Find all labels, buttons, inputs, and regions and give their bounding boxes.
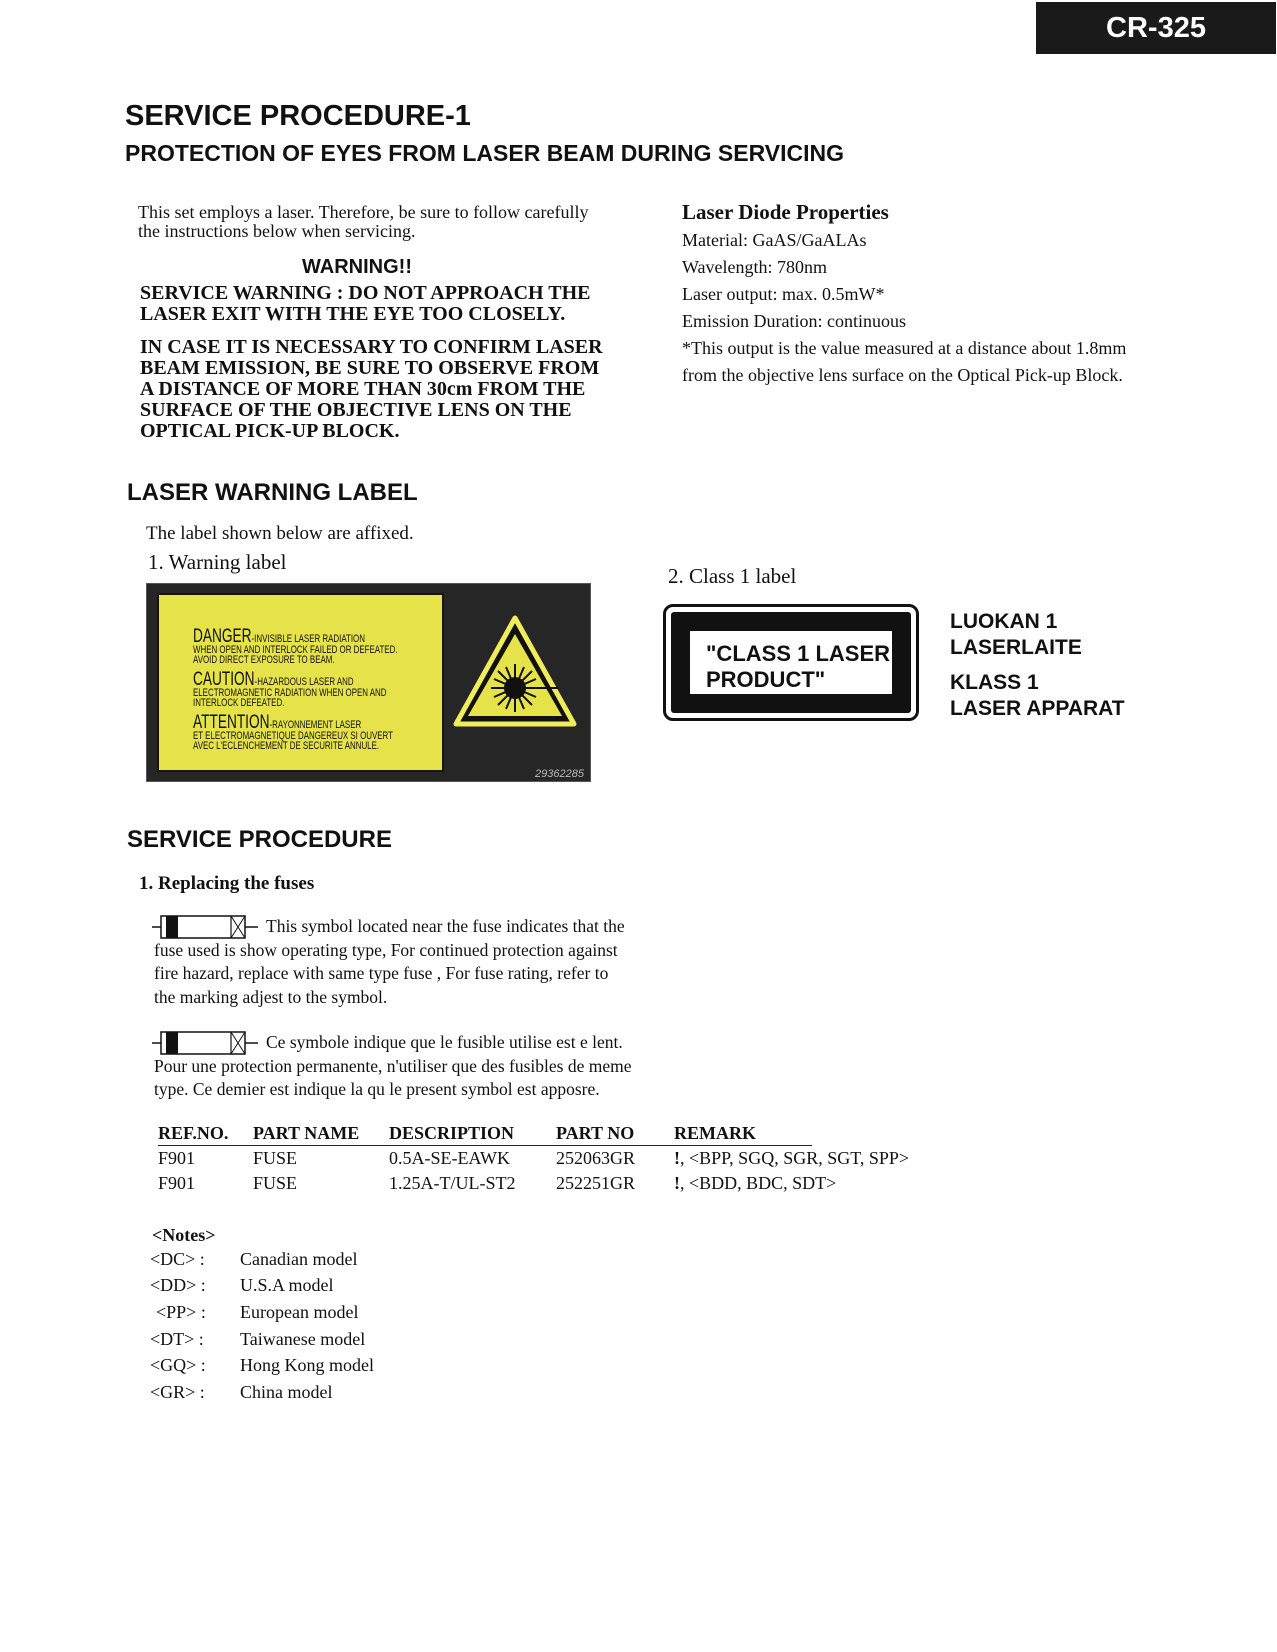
caution-detail: ELECTROMAGNETIC RADIATION WHEN OPEN AND [193, 687, 387, 699]
ref-no-cell: F901 [158, 1148, 196, 1168]
confirm-emission-warning-text [140, 337, 603, 442]
property-line: Material: GaAS/GaALAs [682, 230, 867, 250]
service-warning-text [140, 283, 590, 325]
note-description: European model [240, 1301, 359, 1322]
fuse-text-line: fire hazard, replace with same type fuse , For fuse rating, refer to [154, 963, 609, 983]
attention-detail: ET ELECTROMAGNETIQUE DANGEREUX SI OUVERT [193, 730, 393, 742]
warning-line: SURFACE OF THE OBJECTIVE LENS ON THE [140, 399, 572, 421]
attention-detail: AVEC L'ECLENCHEMENT DE SECURITE ANNULE. [193, 740, 380, 752]
note-description: U.S.A model [240, 1275, 334, 1296]
property-line: Wavelength: 780nm [682, 257, 828, 277]
fuse-text-line: This symbol located near the fuse indicates that the [266, 916, 625, 936]
note-code: <DD> : [150, 1275, 206, 1296]
note-description: Canadian model [240, 1248, 358, 1269]
ref-no-cell: F901 [158, 1173, 196, 1193]
note-code: <DC> : [150, 1248, 205, 1269]
swedish-line: KLASS 1 [950, 671, 1039, 694]
warning-label-image [147, 584, 590, 781]
column-header: PART NAME [253, 1123, 360, 1143]
class1-line: "CLASS 1 LASER [706, 641, 891, 666]
part-no-cell: 252251GR [556, 1173, 636, 1193]
replacing-fuses-step: 1. Replacing the fuses [139, 873, 315, 894]
warning-label-text-panel [157, 593, 444, 772]
note-description: Hong Kong model [240, 1355, 374, 1376]
table-row [158, 1146, 934, 1171]
safety-mark: ! [674, 1148, 680, 1168]
attention-line: ATTENTION-RAYONNEMENT LASER [193, 712, 362, 733]
laser-diode-properties [682, 227, 1126, 389]
warning-line: BEAM EMISSION, BE SURE TO OBSERVE FROM [140, 357, 600, 379]
warning-label-caption: 1. Warning label [148, 550, 287, 574]
list-item [150, 1379, 374, 1406]
list-item [150, 1326, 374, 1353]
table-row [158, 1171, 934, 1196]
laser-diode-title: Laser Diode Properties [682, 200, 889, 224]
part-name-cell: FUSE [253, 1173, 298, 1193]
part-no-cell: 252063GR [556, 1148, 636, 1168]
property-line: Emission Duration: continuous [682, 311, 906, 331]
class1-label-border [671, 612, 911, 713]
fuse-text-line: Pour une protection permanente, n'utiliser que des fusibles de meme [154, 1055, 632, 1076]
page-title: SERVICE PROCEDURE-1 [125, 100, 471, 132]
laser-warning-label-heading: LASER WARNING LABEL [127, 479, 418, 506]
column-header: PART NO [556, 1123, 635, 1143]
swedish-line: LASER APPARAT [950, 697, 1125, 720]
warning-line: IN CASE IT IS NECESSARY TO CONFIRM LASER [140, 336, 603, 358]
property-line: from the objective lens surface on the Optical Pick-up Block. [682, 365, 1123, 385]
danger-detail: AVOID DIRECT EXPOSURE TO BEAM. [193, 654, 335, 666]
note-description: Taiwanese model [240, 1328, 366, 1349]
safety-mark: ! [674, 1173, 680, 1193]
column-header: REF.NO. [158, 1123, 229, 1143]
finnish-class1-text [950, 609, 1082, 661]
warning-line: OPTICAL PICK-UP BLOCK. [140, 420, 400, 442]
column-header: DESCRIPTION [389, 1123, 515, 1143]
warning-line: LASER EXIT WITH THE EYE TOO CLOSELY. [140, 303, 566, 325]
warning-line: A DISTANCE OF MORE THAN 30cm FROM THE [140, 378, 586, 400]
class1-label-image [663, 604, 919, 721]
description-cell: 1.25A-T/UL-ST2 [389, 1173, 516, 1193]
fuse-text-line: Ce symbole indique que le fusible utilise est e lent. [266, 1032, 623, 1052]
list-item [150, 1299, 374, 1326]
danger-detail: WHEN OPEN AND INTERLOCK FAILED OR DEFEATED. [193, 644, 398, 656]
table-header-row [158, 1121, 934, 1146]
remark-cell: !, <BDD, BDC, SDT> [674, 1173, 837, 1193]
warning-line: SERVICE WARNING : DO NOT APPROACH THE [140, 282, 591, 304]
label-intro: The label shown below are affixed. [146, 523, 414, 544]
description-cell: 0.5A-SE-EAWK [389, 1148, 511, 1168]
note-code: <PP> : [156, 1301, 206, 1322]
danger-line: DANGER-INVISIBLE LASER RADIATION [193, 626, 365, 647]
caution-line: CAUTION-HAZARDOUS LASER AND [193, 669, 354, 690]
table-header-divider [158, 1145, 812, 1146]
fuse-text-line: type. Ce demier est indique la qu le present symbol est apposre. [154, 1079, 600, 1099]
remark-text: <BDD, BDC, SDT> [689, 1173, 837, 1193]
caution-detail: INTERLOCK DEFEATED. [193, 697, 285, 709]
note-code: <GR> : [150, 1381, 205, 1402]
remark-text: <BPP, SGQ, SGR, SGT, SPP> [689, 1148, 910, 1168]
finnish-line: LASERLAITE [950, 636, 1082, 659]
column-header: REMARK [674, 1123, 756, 1143]
notes-title: <Notes> [152, 1225, 216, 1245]
finnish-line: LUOKAN 1 [950, 610, 1058, 633]
note-code: <GQ> : [150, 1355, 206, 1376]
note-code: <DT> : [150, 1328, 204, 1349]
property-line: *This output is the value measured at a distance about 1.8mm [682, 338, 1127, 358]
model-number-tab: CR-325 [1036, 2, 1276, 54]
class1-label-text [690, 631, 892, 694]
list-item [150, 1246, 374, 1273]
intro-line-1: This set employs a laser. Therefore, be sure to follow carefully [138, 202, 589, 222]
intro-line-2: the instructions below when servicing. [138, 221, 416, 241]
class1-line: PRODUCT" [706, 667, 826, 692]
fuse-text-line: the marking adjest to the symbol. [154, 986, 388, 1007]
fuse-symbol-french-text [154, 1031, 631, 1102]
warning-heading: WARNING!! [302, 256, 412, 278]
label-part-number: 29362285 [535, 768, 584, 780]
notes-list [150, 1246, 374, 1406]
fuse-text-line: fuse used is show operating type, For continued protection against [154, 939, 618, 960]
service-procedure-heading: SERVICE PROCEDURE [127, 826, 392, 853]
list-item [150, 1273, 374, 1300]
note-description: China model [240, 1381, 333, 1402]
swedish-class1-text [950, 670, 1125, 722]
laser-hazard-icon [450, 612, 580, 732]
page-subtitle: PROTECTION OF EYES FROM LASER BEAM DURING SERVICING [125, 140, 845, 166]
class1-label-caption: 2. Class 1 label [668, 564, 797, 588]
property-line: Laser output: max. 0.5mW* [682, 284, 885, 304]
fuse-symbol-english-text [154, 915, 625, 1009]
remark-cell: !, <BPP, SGQ, SGR, SGT, SPP> [674, 1148, 910, 1168]
list-item [150, 1352, 374, 1379]
part-name-cell: FUSE [253, 1148, 298, 1168]
fuse-parts-table [158, 1121, 934, 1196]
